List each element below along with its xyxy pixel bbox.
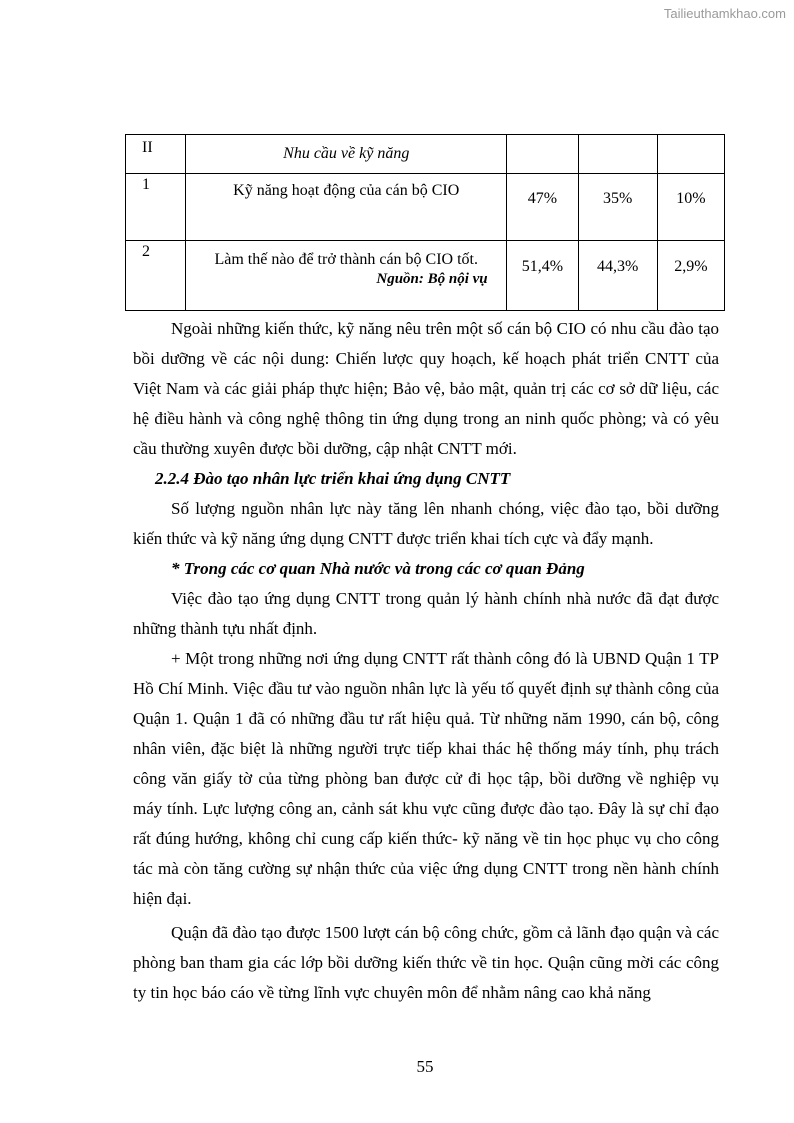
- subsection-heading: * Trong các cơ quan Nhà nước và trong các cơ quan Đảng: [171, 559, 585, 578]
- pct-cell: 51,4%: [507, 241, 578, 311]
- pct-cell: 2,9%: [657, 241, 724, 311]
- pct-cell: 35%: [578, 174, 657, 241]
- page-number: 55: [416, 1057, 434, 1076]
- pct-cell: 47%: [507, 174, 578, 241]
- pct-cell: 10%: [657, 174, 724, 241]
- pct-cell: [657, 135, 724, 174]
- section-heading: 2.2.4 Đào tạo nhân lực triển khai ứng dụng CNTT: [155, 469, 511, 488]
- paragraph: + Một trong những nơi ứng dụng CNTT rất thành công đó là UBND Quận 1 TP Hồ Chí Minh. Việc đầu tư vào nguồn nhân lực là yếu tố quyết định sự thành công của Quận 1. Quận 1 đã có những đầu tư rất hiệu quả. Từ những năm 1990, cán bộ, công nhân viên, đặc biệt là những người trực tiếp khai thác hệ thống máy tính, phụ trách công văn giấy tờ của từng phòng ban được cử đi học tập, bồi dưỡng về nghiệp vụ máy tính. Lực lượng công an, cảnh sát khu vực cũng được đào tạo. Đây là sự chỉ đạo rất đúng hướng, không chỉ cung cấp kiến thức- kỹ năng về tin học phục vụ cho công tác mà còn tăng cường sự nhận thức của việc ứng dụng CNTT trong nền hành chính hiện đại.: [133, 649, 719, 908]
- paragraph: Ngoài những kiến thức, kỹ năng nêu trên một số cán bộ CIO có nhu cầu đào tạo bồi dưỡng về các nội dung: Chiến lược quy hoạch, kế hoạch phát triển CNTT của Việt Nam và các giải pháp thực hiện; Bảo vệ, bảo mật, quản trị các cơ sở dữ liệu, các hệ điều hành và công nghệ thông tin ứng dụng trong an ninh quốc phòng; và có yêu cầu thường xuyên được bồi dưỡng, cập nhật CNTT mới.: [133, 319, 719, 458]
- paragraph: Quận đã đào tạo được 1500 lượt cán bộ công chức, gồm cả lãnh đạo quận và các phòng ban tham gia các lớp bồi dưỡng kiến thức về tin học. Quận cũng mời các công ty tin học báo cáo về từng lĩnh vực chuyên môn để nhằm nâng cao khả năng: [133, 923, 719, 1002]
- body-text: [133, 314, 719, 1008]
- pct-cell: 44,3%: [578, 241, 657, 311]
- row-label: Làm thế nào để trở thành cán bộ CIO tốt.: [186, 241, 507, 311]
- table-row: [126, 174, 725, 241]
- table-source: Nguồn: Bộ nội vụ: [376, 271, 488, 287]
- row-label: Kỹ năng hoạt động của cán bộ CIO: [186, 174, 507, 241]
- watermark: Tailieuthamkhao.com: [663, 6, 786, 21]
- row-number: 2: [126, 241, 186, 311]
- paragraph: Việc đào tạo ứng dụng CNTT trong quản lý hành chính nhà nước đã đạt được những thành tựu nhất định.: [133, 589, 719, 638]
- paragraph: Số lượng nguồn nhân lực này tăng lên nhanh chóng, việc đào tạo, bồi dưỡng kiến thức và kỹ năng ứng dụng CNTT được triển khai tích cực và đẩy mạnh.: [133, 499, 719, 548]
- row-number: II: [126, 135, 186, 174]
- table-row: [126, 135, 725, 174]
- row-number: 1: [126, 174, 186, 241]
- row-label: Nhu cầu về kỹ năng: [186, 135, 507, 174]
- pct-cell: [578, 135, 657, 174]
- pct-cell: [507, 135, 578, 174]
